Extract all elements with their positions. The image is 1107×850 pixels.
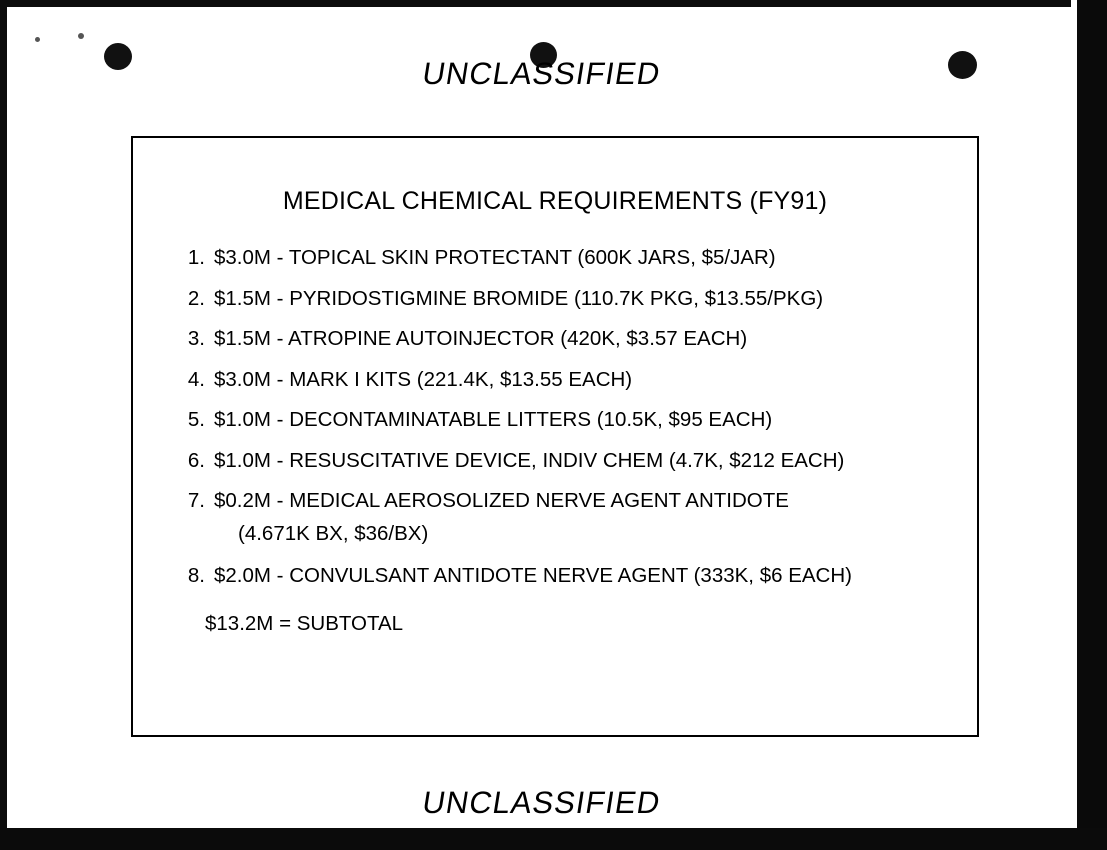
classification-banner-bottom: UNCLASSIFIED bbox=[419, 785, 664, 820]
list-item bbox=[133, 248, 977, 269]
list-item bbox=[133, 367, 977, 391]
list-item-text: $2.0M - CONVULSANT ANTIDOTE NERVE AGENT (333K, $6 EACH) bbox=[214, 563, 852, 587]
scan-edge-bottom bbox=[0, 828, 1107, 850]
list-item-number: 4. bbox=[187, 367, 205, 391]
list-item bbox=[133, 563, 977, 587]
classification-banner-top: UNCLASSIFIED bbox=[419, 56, 664, 91]
list-item-text: $3.0M - TOPICAL SKIN PROTECTANT (600K JARS, $5/JAR) bbox=[214, 246, 776, 269]
list-item-number: 2. bbox=[187, 286, 205, 310]
list-item bbox=[133, 491, 977, 512]
speck-mark-2 bbox=[78, 33, 84, 39]
list-item-continuation: (4.671K BX, $36/BX) bbox=[238, 521, 429, 545]
list-item-text: $3.0M - MARK I KITS (221.4K, $13.55 EACH) bbox=[214, 367, 633, 391]
list-item-number: 5. bbox=[187, 408, 205, 431]
list-item-text: $1.0M - RESUSCITATIVE DEVICE, INDIV CHEM (4.7K, $212 EACH) bbox=[214, 448, 845, 472]
requirements-list bbox=[133, 248, 977, 586]
list-item bbox=[133, 448, 977, 472]
scan-edge-top bbox=[0, 0, 1077, 7]
list-item-number: 6. bbox=[187, 448, 205, 472]
list-item-text: $0.2M - MEDICAL AEROSOLIZED NERVE AGENT ANTIDOTE bbox=[214, 489, 789, 512]
list-item-text: $1.5M - ATROPINE AUTOINJECTOR (420K, $3.57 EACH) bbox=[214, 327, 748, 350]
list-item-number: 3. bbox=[187, 327, 205, 350]
list-item-text: $1.5M - PYRIDOSTIGMINE BROMIDE (110.7K PKG, $13.55/PKG) bbox=[214, 286, 824, 310]
list-item-text: $1.0M - DECONTAMINATABLE LITTERS (10.5K, $95 EACH) bbox=[214, 408, 773, 431]
subtotal-line: $13.2M = SUBTOTAL bbox=[205, 612, 404, 635]
list-item-number: 1. bbox=[187, 246, 205, 269]
slide-title: MEDICAL CHEMICAL REQUIREMENTS (FY91) bbox=[282, 187, 828, 215]
list-item-number: 8. bbox=[187, 563, 205, 587]
scan-edge-right bbox=[1077, 0, 1107, 850]
scan-edge-right-gap bbox=[1071, 0, 1077, 822]
list-item-number: 7. bbox=[187, 489, 205, 512]
speck-mark-1 bbox=[35, 37, 40, 42]
slide-frame bbox=[131, 136, 979, 737]
list-item bbox=[133, 410, 977, 431]
scan-edge-left bbox=[0, 0, 7, 828]
list-item bbox=[133, 286, 977, 310]
list-item bbox=[133, 329, 977, 350]
